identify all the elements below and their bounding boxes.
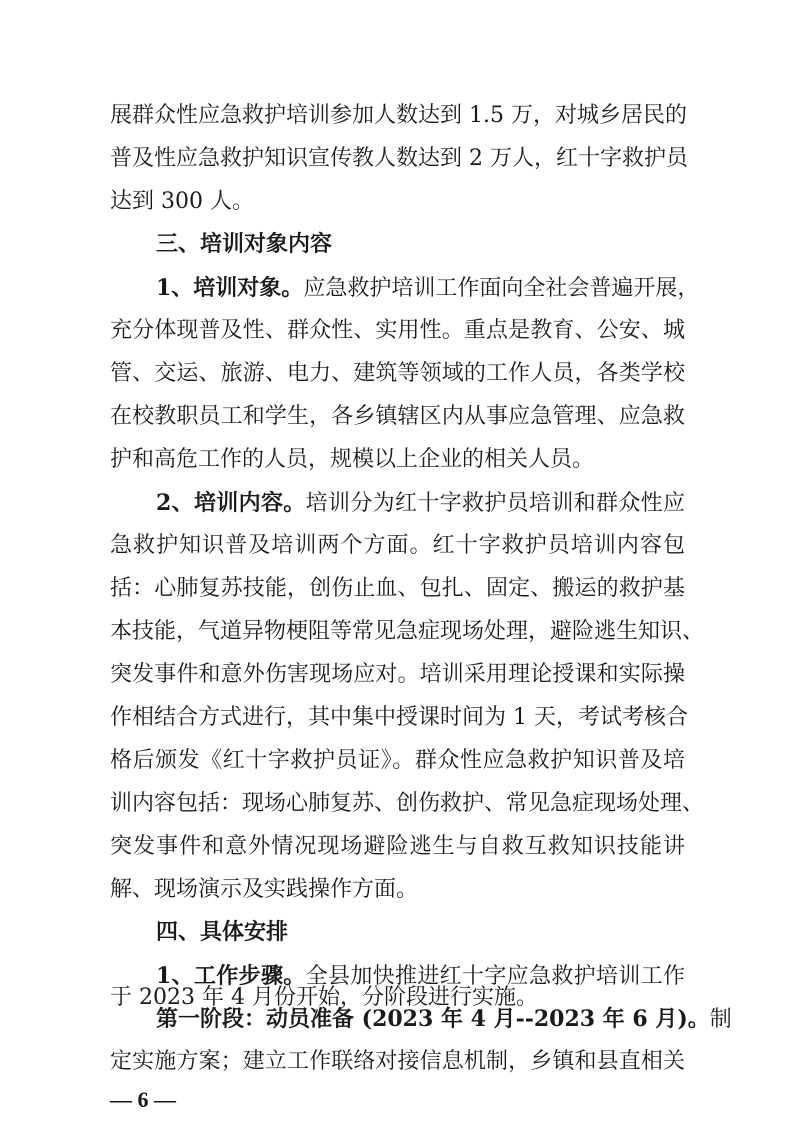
item-text: 培训分为红十字救护员培训和群众性应 (305, 491, 685, 516)
item-label: 2、培训内容。 (156, 490, 306, 516)
paragraph-line (156, 1004, 732, 1034)
paragraph-line (156, 488, 685, 518)
paragraph-line: 达到 300 人。 (110, 189, 254, 214)
page-number: — 6 — (110, 1087, 176, 1112)
paragraph-line: 格后颁发《红十字救护员证》。群众性应急救护知识普及培 (110, 748, 685, 773)
item-text: 应急救护培训工作面向全社会普遍开展， (303, 276, 700, 301)
paragraph-line: 括：心肺复苏技能，创伤止血、包扎、固定、搬运的救护基 (110, 576, 685, 601)
paragraph-line: 普及性应急救护知识宣传教人数达到 2 万人，红十字救护员 (110, 146, 688, 171)
paragraph-line: 急救护知识普及培训两个方面。红十字救护员培训内容包 (110, 533, 685, 558)
paragraph-line (156, 273, 700, 303)
paragraph-line: 解、现场演示及实践操作方面。 (110, 877, 419, 902)
paragraph-line: 管、交运、旅游、电力、建筑等领域的工作人员，各类学校 (110, 361, 685, 386)
paragraph-line: 定实施方案；建立工作联络对接信息机制，乡镇和县直相关 (110, 1049, 685, 1074)
stage-text: 制 (709, 1007, 732, 1032)
stage-label: 第一阶段：动员准备 (2023 年 4 月--2023 年 6 月)。 (156, 1006, 710, 1032)
paragraph-line: 于 2023 年 4 月份开始，分阶段进行实施。 (110, 985, 538, 1010)
item-text: 全县加快推进红十字应急救护培训工作 (305, 964, 685, 989)
paragraph-line: 本技能，气道异物梗阻等常见急症现场处理，避险逃生知识、 (110, 619, 705, 644)
paragraph-line: 在校教职员工和学生，各乡镇辖区内从事应急管理、应急救 (110, 404, 685, 429)
paragraph-line: 突发事件和意外伤害现场应对。培训采用理论授课和实际操 (110, 662, 685, 687)
paragraph-line: 突发事件和意外情况现场避险逃生与自救互救知识技能讲 (110, 834, 685, 859)
paragraph-line: 展群众性应急救护培训参加人数达到 1.5 万，对城乡居民的 (110, 103, 687, 128)
paragraph-line: 充分体现普及性、群众性、实用性。重点是教育、公安、城 (110, 318, 685, 343)
paragraph-line: 护和高危工作的人员，规模以上企业的相关人员。 (110, 447, 595, 472)
paragraph-line: 作相结合方式进行，其中集中授课时间为 1 天，考试考核合 (110, 705, 688, 730)
paragraph-line: 训内容包括：现场心肺复苏、创伤救护、常见急症现场处理、 (110, 791, 705, 816)
item-label: 1、培训对象。 (156, 275, 304, 301)
section-heading-3: 三、培训对象内容 (156, 232, 333, 257)
item-label: 1、工作步骤。 (156, 963, 306, 989)
section-heading-4: 四、具体安排 (156, 920, 289, 945)
